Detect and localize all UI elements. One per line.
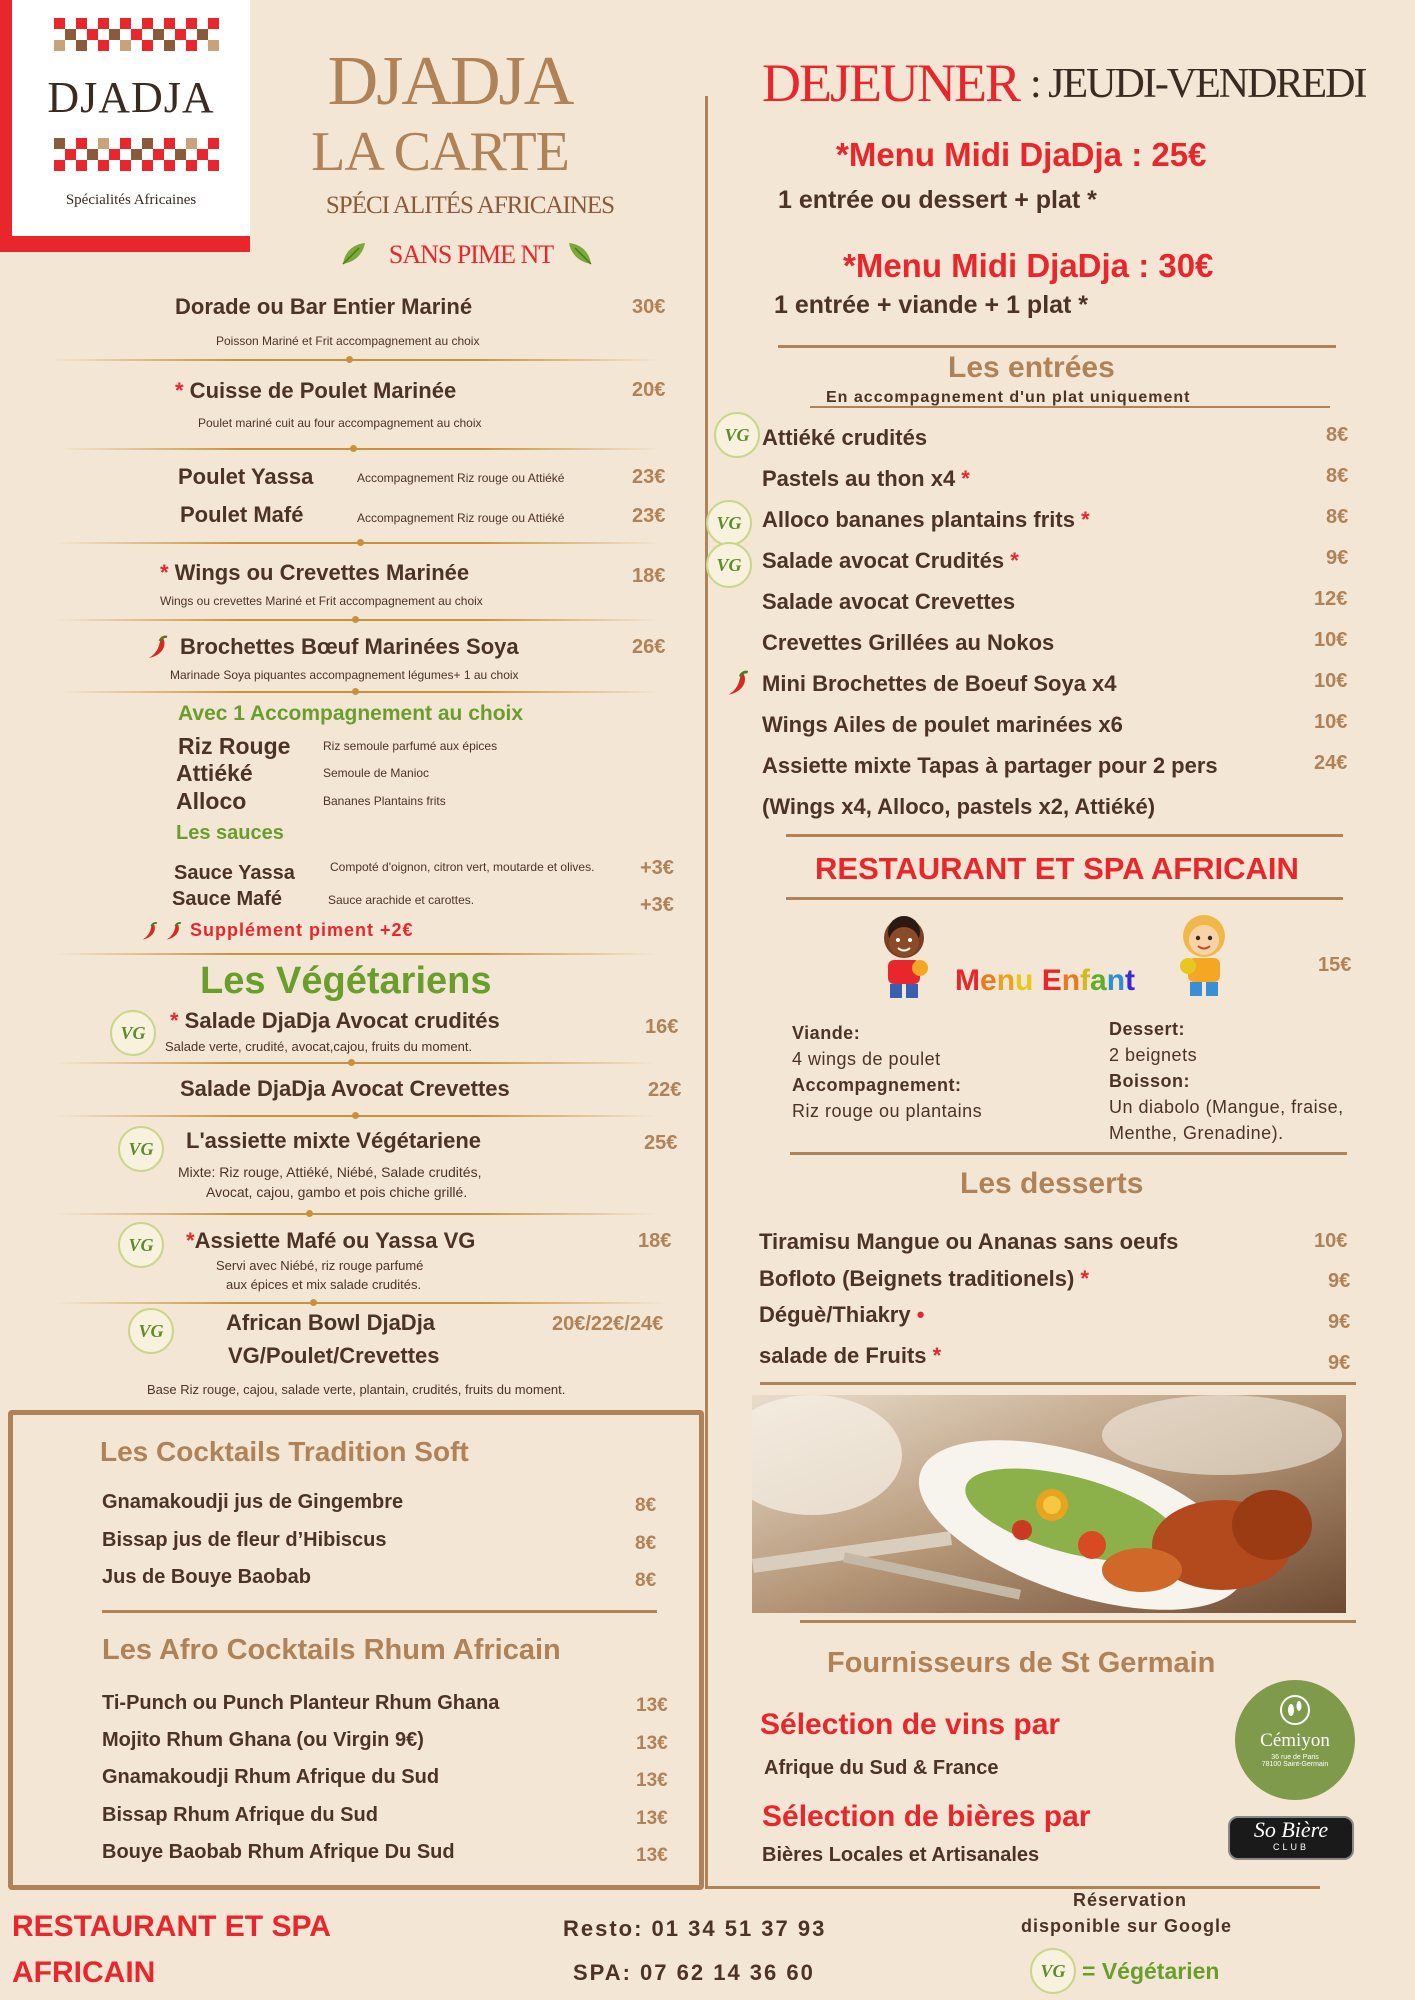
lunch-days: : JEUDI-VENDREDI [1030, 61, 1366, 107]
entree-name: Salade avocat Crudités * [762, 548, 1019, 573]
food-photo [752, 1395, 1346, 1613]
cemiyon-address: 36 rue de Paris [1271, 1754, 1319, 1761]
suppliers-title: Fournisseurs de St Germain [827, 1647, 1216, 1679]
veg-dish-name: L'assiette mixte Végétariene [186, 1128, 482, 1153]
veg-dish-name: * Salade DjaDja Avocat crudités [170, 1008, 500, 1033]
entree-name: Pastels au thon x4 * [762, 466, 970, 491]
lunch-menu1-desc: 1 entrée ou dessert + plat * [778, 186, 1097, 214]
vg-legend: = Végétarien [1082, 1958, 1220, 1984]
divider [50, 359, 660, 361]
veg-dish-price: 25€ [644, 1132, 678, 1154]
dessert-price: 9€ [1328, 1311, 1351, 1333]
entree-name: Attiéké crudités [762, 425, 928, 450]
kids-dessert-label: Dessert: [1109, 1019, 1186, 1039]
lunch-menu1-title: *Menu Midi DjaDja : 25€ [836, 136, 1207, 173]
veg-dish-desc: Mixte: Riz rouge, Attiéké, Niébé, Salade crudités, [178, 1164, 482, 1180]
entree-price: 8€ [1326, 465, 1349, 487]
cocktail-name: Jus de Bouye Baobab [102, 1566, 311, 1588]
dish-name: Brochettes Bœuf Marinées Soya [180, 634, 519, 659]
vg-icon: VG [706, 500, 752, 546]
dish-price: 20€ [632, 379, 666, 401]
kids-dessert: 2 beignets [1109, 1045, 1198, 1065]
cocktail-price: 13€ [636, 1770, 668, 1791]
dessert-name: Tiramisu Mangue ou Ananas sans oeufs [759, 1229, 1179, 1254]
dessert-name: Bofloto (Beignets traditionels) * [759, 1266, 1090, 1291]
divider [102, 1610, 657, 1613]
veg-dish-name: African Bowl DjaDja [226, 1310, 436, 1335]
kids-accomp-label: Accompagnement: [792, 1075, 962, 1095]
chili-icon [722, 668, 752, 698]
dish-name: * Cuisse de Poulet Marinée [175, 378, 457, 403]
divider [810, 406, 1330, 408]
divider-dot [352, 1112, 359, 1119]
divider [55, 953, 655, 955]
entree-name: Wings Ailes de poulet marinées x6 [762, 712, 1123, 737]
header-subtitle: LA CARTE [311, 121, 569, 183]
cemiyon-city: 78100 Saint-Germain [1261, 1761, 1329, 1768]
divider [760, 1382, 1356, 1385]
cocktail-price: 8€ [635, 1570, 657, 1591]
dish-name: Poulet Mafé [180, 502, 304, 527]
divider [55, 1062, 655, 1064]
supplement-piment: Supplément piment +2€ [190, 920, 414, 940]
accomp-desc: Bananes Plantains frits [323, 794, 446, 808]
vg-icon: VG [128, 1308, 174, 1354]
child-girl-icon [1170, 910, 1238, 1000]
entrees-title: Les entrées [948, 351, 1115, 384]
footer-spa-phone: SPA: 07 62 14 36 60 [573, 1960, 815, 1985]
entree-price: 9€ [1326, 547, 1349, 569]
cocktail-price: 13€ [636, 1808, 668, 1829]
logo-name: DJADJA [47, 73, 215, 122]
veg-dish-desc: Avocat, cajou, gambo et pois chiche grillé. [206, 1184, 468, 1200]
divider [60, 448, 660, 450]
logo-pattern-bottom [54, 138, 220, 182]
divider [705, 1886, 1320, 1889]
entree-price: 10€ [1314, 711, 1348, 733]
desserts-title: Les desserts [960, 1167, 1144, 1200]
veg-dish-desc: aux épices et mix salade crudités. [226, 1277, 422, 1292]
entree-price: 8€ [1326, 506, 1349, 528]
dessert-price: 9€ [1328, 1352, 1351, 1374]
divider [786, 897, 1343, 900]
lunch-title: DEJEUNER [762, 53, 1019, 113]
dish-desc: Accompagnement Riz rouge ou Attiéké [357, 471, 565, 485]
cocktail-price: 13€ [636, 1733, 668, 1754]
dish-desc: Poulet mariné cuit au four accompagnement au choix [198, 416, 482, 430]
veg-dish-price: 18€ [638, 1230, 672, 1252]
vg-icon: VG [110, 1010, 156, 1056]
dish-desc: Accompagnement Riz rouge ou Attiéké [357, 511, 565, 525]
dish-price: 23€ [632, 466, 666, 488]
sauce-desc: Compoté d'oignon, citron vert, moutarde et olives. [330, 860, 595, 874]
kids-boisson: Menthe, Grenadine). [1109, 1123, 1284, 1143]
divider-dot [352, 688, 359, 695]
veg-dish-name: Salade DjaDja Avocat Crevettes [180, 1076, 510, 1101]
dessert-price: 10€ [1314, 1230, 1348, 1252]
veg-dish-name: *Assiette Mafé ou Yassa VG [186, 1228, 476, 1253]
column-divider [705, 96, 708, 1888]
vg-icon: VG [118, 1126, 164, 1172]
cocktail-name: Ti-Punch ou Punch Planteur Rhum Ghana [102, 1692, 500, 1714]
divider [786, 834, 1343, 837]
chili-icon [143, 633, 171, 661]
kids-price: 15€ [1318, 954, 1352, 976]
dish-name: Dorade ou Bar Entier Mariné [175, 294, 473, 319]
divider-dot [306, 1210, 313, 1217]
footer-resto-phone: Resto: 01 34 51 37 93 [563, 1916, 827, 1941]
accomp-title: Avec 1 Accompagnement au choix [178, 702, 524, 725]
entree-price: 10€ [1314, 670, 1348, 692]
restaurant-spa-banner: RESTAURANT ET SPA AFRICAIN [815, 851, 1299, 886]
sauce-desc: Sauce arachide et carottes. [328, 893, 475, 907]
entree-name: Alloco bananes plantains frits * [762, 507, 1090, 532]
accomp-name: Riz Rouge [178, 733, 291, 759]
header-title: DJADJA [327, 43, 573, 120]
dish-desc: Poisson Mariné et Frit accompagnement au choix [216, 334, 480, 348]
kids-viande-label: Viande: [792, 1023, 861, 1043]
veg-dish-price: 20€/22€/24€ [552, 1313, 664, 1335]
entree-price: 12€ [1314, 588, 1348, 610]
divider-dot [350, 445, 357, 452]
entree-name: Mini Brochettes de Boeuf Soya x4 [762, 671, 1117, 696]
dessert-name: salade de Fruits * [759, 1343, 942, 1368]
header-tag: SPÉCI ALITÉS AFRICAINES [325, 192, 615, 219]
footer-restaurant-line2: AFRICAIN [12, 1956, 156, 1989]
divider [790, 1152, 1347, 1155]
cocktails-soft-title: Les Cocktails Tradition Soft [100, 1436, 469, 1467]
lunch-menu2-desc: 1 entrée + viande + 1 plat * [774, 291, 1089, 319]
beer-desc: Bières Locales et Artisanales [762, 1844, 1040, 1866]
grape-icon [1277, 1694, 1313, 1726]
sobiere-logo [1228, 1816, 1354, 1860]
leaf-icon [339, 240, 367, 268]
cocktail-name: Mojito Rhum Ghana (ou Virgin 9€) [102, 1729, 424, 1751]
wine-title: Sélection de vins par [760, 1708, 1061, 1741]
divider [800, 1620, 1356, 1623]
cocktail-price: 13€ [636, 1695, 668, 1716]
veg-dish-price: 22€ [648, 1079, 682, 1101]
logo-box [12, 0, 250, 236]
kids-boisson-label: Boisson: [1109, 1071, 1191, 1091]
entree-price: 24€ [1314, 752, 1348, 774]
entree-name: (Wings x4, Alloco, pastels x2, Attiéké) [762, 794, 1156, 819]
kids-viande: 4 wings de poulet [792, 1049, 941, 1069]
entree-price: 8€ [1326, 424, 1349, 446]
chili-icon [162, 920, 184, 942]
vg-icon: VG [1030, 1948, 1076, 1994]
vegetarians-title: Les Végétariens [200, 960, 492, 1002]
divider-dot [348, 1059, 355, 1066]
sauce-price: +3€ [640, 857, 674, 879]
logo-pattern-top [54, 18, 220, 62]
entree-name: Salade avocat Crevettes [762, 589, 1016, 614]
entrees-subtitle: En accompagnement d'un plat uniquement [826, 389, 1191, 406]
sauce-name: Sauce Yassa [174, 862, 295, 884]
cocktail-price: 8€ [635, 1533, 657, 1554]
vg-icon: VG [714, 412, 760, 458]
dish-price: 26€ [632, 636, 666, 658]
sans-piment-row [335, 236, 605, 272]
child-boy-icon [870, 912, 938, 1002]
dish-desc: Marinade Soya piquantes accompagnement légumes+ 1 au choix [170, 668, 519, 682]
dish-name: Poulet Yassa [178, 464, 314, 489]
accomp-desc: Riz semoule parfumé aux épices [323, 739, 498, 753]
cemiyon-name: Cémiyon [1260, 1730, 1330, 1751]
divider [60, 691, 660, 693]
kids-left-col [792, 1020, 982, 1124]
entree-name: Crevettes Grillées au Nokos [762, 630, 1055, 655]
veg-dish-name: VG/Poulet/Crevettes [228, 1343, 440, 1368]
divider-dot [357, 539, 364, 546]
sauce-price: +3€ [640, 894, 674, 916]
dish-price: 18€ [632, 565, 666, 587]
veg-dish-desc: Salade verte, crudité, avocat,cajou, fruits du moment. [165, 1039, 473, 1054]
sauces-title: Les sauces [176, 822, 284, 844]
dish-name: * Wings ou Crevettes Marinée [160, 560, 470, 585]
cocktail-price: 13€ [636, 1845, 668, 1866]
sobiere-name: So Bière [1253, 1817, 1329, 1842]
cocktail-name: Gnamakoudji Rhum Afrique du Sud [102, 1766, 440, 1788]
cocktail-name: Bissap Rhum Afrique du Sud [102, 1804, 378, 1826]
entree-name: Assiette mixte Tapas à partager pour 2 pers [762, 753, 1218, 778]
sans-piment-label: SANS PIME NT [388, 240, 554, 269]
footer-reservation-google: disponible sur Google [1021, 1916, 1233, 1936]
dish-price: 23€ [632, 505, 666, 527]
leaf-icon [567, 240, 595, 268]
cemiyon-logo [1235, 1680, 1355, 1800]
footer-restaurant-line1: RESTAURANT ET SPA [12, 1910, 331, 1943]
kids-right-col [1109, 1016, 1344, 1146]
wine-desc: Afrique du Sud & France [764, 1757, 999, 1779]
kids-menu-title: Menu Enfant [955, 964, 1136, 997]
dessert-name: Déguè/Thiakry • [759, 1302, 925, 1327]
cocktail-name: Gnamakoudji jus de Gingembre [102, 1491, 404, 1513]
logo-tagline: Spécialités Africaines [65, 192, 197, 208]
divider [55, 1302, 665, 1304]
divider-dot [352, 616, 359, 623]
accomp-desc: Semoule de Manioc [323, 766, 430, 780]
accomp-name: Alloco [176, 788, 247, 814]
kids-boisson: Un diabolo (Mangue, fraise, [1109, 1097, 1344, 1117]
cocktails-rum-title: Les Afro Cocktails Rhum Africain [102, 1634, 561, 1666]
dish-price: 30€ [632, 296, 666, 318]
entree-price: 10€ [1314, 629, 1348, 651]
divider [778, 345, 1336, 348]
lunch-menu2-title: *Menu Midi DjaDja : 30€ [843, 247, 1214, 284]
vg-icon: VG [706, 542, 752, 588]
cocktail-name: Bouye Baobab Rhum Afrique Du Sud [102, 1841, 455, 1863]
cocktail-name: Bissap jus de fleur d’Hibiscus [102, 1529, 387, 1551]
divider-dot [310, 1299, 317, 1306]
veg-dish-desc: Servi avec Niébé, riz rouge parfumé [216, 1258, 424, 1273]
divider [55, 1213, 655, 1215]
cocktail-price: 8€ [635, 1495, 657, 1516]
dessert-price: 9€ [1328, 1270, 1351, 1292]
sobiere-sub: CLUB [1272, 1842, 1309, 1852]
dish-desc: Wings ou crevettes Mariné et Frit accompagnement au choix [160, 594, 483, 608]
kids-accomp: Riz rouge ou plantains [792, 1101, 983, 1121]
beer-title: Sélection de bières par [762, 1800, 1091, 1833]
veg-dish-price: 16€ [645, 1016, 679, 1038]
sauce-name: Sauce Mafé [172, 888, 283, 910]
vg-icon: VG [118, 1222, 164, 1268]
chili-icon [138, 920, 160, 942]
veg-dish-desc: Base Riz rouge, cajou, salade verte, plantain, crudités, fruits du moment. [147, 1382, 566, 1397]
footer-reservation: Réservation [1073, 1890, 1188, 1910]
divider-dot [346, 356, 353, 363]
accomp-name: Attiéké [176, 760, 253, 786]
